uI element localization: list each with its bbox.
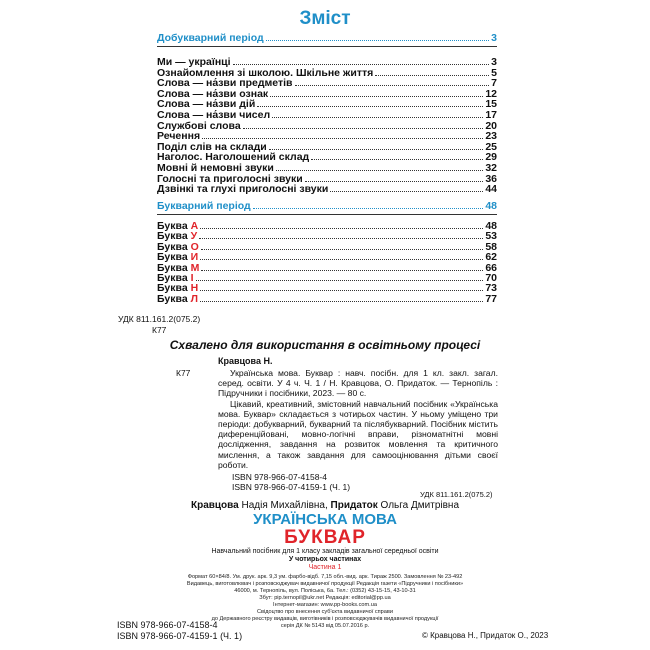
toc-title: Зміст (299, 8, 351, 29)
toc-page-number: 36 (485, 172, 497, 185)
toc-page-number: 25 (485, 140, 497, 153)
fine-print-line: серія ДК № 5143 від 05.07.2016 р. (280, 623, 370, 629)
letter-glyph: А (190, 220, 199, 232)
toc-row-label: Дзвінкі та глухі приголосні звуки (157, 183, 329, 196)
toc-row-label: Речення (157, 130, 201, 143)
toc-letter-row (157, 293, 497, 305)
toc-page-number: 48 (485, 200, 497, 212)
toc-row (157, 183, 497, 195)
toc-page-number: 12 (485, 87, 497, 100)
leader-dots (200, 301, 483, 302)
leader-dots (201, 270, 483, 271)
letter-word: Буква (157, 261, 188, 274)
book-title: БУКВАР (284, 527, 366, 548)
toc-period-label: Букварний період (157, 200, 251, 212)
letter-glyph: У (190, 230, 198, 243)
toc-page-number: 48 (485, 220, 497, 232)
toc-row-label: Ознайомлення зі школою. Шкільне життя (157, 66, 374, 79)
toc-page-number: 62 (485, 251, 497, 264)
toc-page-number: 73 (485, 282, 497, 295)
leader-dots (199, 238, 483, 239)
toc-page-number: 32 (485, 162, 497, 174)
letter-glyph: М (190, 261, 200, 274)
toc-row-label: Голосні та приголосні звуки (157, 172, 303, 185)
toc-page-number: 7 (491, 77, 497, 90)
toc-page-number: 3 (491, 32, 497, 44)
author-name: Ольга Дмитрівна (377, 500, 460, 511)
letter-word: Буква (157, 240, 188, 253)
toc-row-label: Поділ слів на склади (157, 140, 267, 153)
toc-row-label: Слова — на́зви дій (157, 98, 256, 111)
toc-row-label: Службові слова (157, 119, 241, 132)
letter-word: Буква (157, 282, 188, 295)
toc-period-label: Добукварний період (157, 32, 264, 44)
toc-page-number: 20 (485, 119, 497, 132)
leader-dots (295, 85, 490, 86)
leader-dots (243, 128, 484, 129)
toc-page-number: 15 (485, 98, 497, 111)
toc-page-number: 29 (485, 151, 497, 164)
k77-mark: К77 (152, 325, 167, 335)
leader-dots (311, 159, 483, 160)
publisher-fine-print (0, 574, 650, 630)
leader-dots (233, 64, 490, 65)
leader-dots (269, 149, 484, 150)
toc-page-number: 70 (485, 272, 497, 284)
letter-word: Буква (157, 230, 188, 243)
toc-row-label: Мовні й немовні звуки (157, 162, 274, 174)
k77-code: К77 (176, 368, 191, 378)
leader-dots (201, 249, 484, 250)
toc-row-label: Ми — українці (157, 56, 231, 68)
letter-glyph: И (190, 251, 199, 264)
fine-print-line: Формат 60×84/8. Ум. друк. арк. 9,3 ум. фарбо-відб. 7,15 обл.-вид. арк. Тираж 2500. Замовлення № 23-492 (187, 574, 463, 580)
toc-page-number: 5 (491, 66, 497, 79)
fine-print-line: Видавець, виготовлювач і розповсюджувач видавничої продукції Редакція газети «Підручники і посібники» (186, 581, 464, 587)
author-surname: Кравцова (190, 500, 239, 511)
author-surname: Придаток (330, 500, 378, 511)
letter-glyph: Н (190, 282, 199, 295)
toc-row-label (157, 293, 198, 305)
isbn-bottom-2: ISBN 978-966-07-4159-1 (Ч. 1) (117, 631, 243, 641)
book-description: Навчальний посібник для 1 класу закладів загальної середньої освіти (211, 548, 439, 555)
biblio-line: Українська мова. Буквар : навч. посібн. для 1 кл. закл. загал. серед. освіти. У 4 ч. Ч. 1 / Н. Кравцова, О. Придаток. — Тернопіль : Підручники і посібники, 2023. — 80 с. (218, 368, 498, 399)
author-heading: Кравцова Н. (218, 356, 273, 366)
leader-dots (305, 181, 484, 182)
leader-dots (272, 117, 483, 118)
toc-row-label: Слова — на́зви ознак (157, 87, 269, 100)
toc-page-number: 66 (485, 261, 497, 274)
letter-word: Буква (157, 292, 188, 305)
bibliographic-description (218, 368, 498, 470)
fine-print-line: до Державного реєстру видавців, виготівників і розповсюджувачів видавничої продукції (211, 616, 439, 622)
letter-glyph: Л (190, 292, 198, 305)
toc-page-number: 77 (485, 292, 497, 305)
letter-word: Буква (157, 220, 188, 232)
leader-dots (270, 96, 483, 97)
leader-dots (276, 170, 483, 171)
leader-dots (375, 75, 489, 76)
leader-dots (202, 138, 483, 139)
leader-dots (266, 40, 490, 41)
biblio-annotation: Цікавий, креативний, змістовний навчальний посібник «Українська мова. Буквар» складається з чотирьох частин. У ньому умiщено три періоди: добукварний, букварний та післябукварний. Посібник містить диференційовані, мовно-логічні вправи, різноматнітні мовні дослідження, завдання на розвиток мовлення та критичного мислення, а також завдання для самооцінювання дітьми своєї роботи. (218, 398, 498, 470)
toc-page-number: 53 (485, 230, 497, 243)
leader-dots (330, 191, 483, 192)
leader-dots (196, 280, 484, 281)
letter-word: Буква (157, 272, 188, 284)
letter-glyph: І (190, 272, 194, 284)
subject-title: УКРАЇНСЬКА МОВА (253, 511, 397, 528)
toc-row-label: Наголос. Наголошений склад (157, 151, 310, 164)
udk-code-right: УДК 811.161.2(075.2) (420, 490, 493, 499)
isbn-inner-2: ISBN 978-966-07-4159-1 (Ч. 1) (232, 482, 351, 492)
leader-dots (200, 228, 483, 229)
fine-print-line: Свідоцтво про внесення суб'єкта видавничої справи (256, 609, 393, 615)
isbn-inner-1: ISBN 978-966-07-4158-4 (232, 472, 327, 482)
toc-period-bukvar (157, 200, 497, 212)
toc-row-label: Слова — на́зви чисел (157, 109, 271, 121)
leader-dots (253, 208, 484, 209)
approval-statement: Схвалено для використання в освітньому процесі (169, 338, 481, 352)
toc-row-label: Слова — на́зви предметів (157, 77, 293, 90)
book-part: Частина 1 (308, 564, 342, 571)
author-name: Надія Михайлівна, (238, 500, 331, 511)
isbn-bottom-1: ISBN 978-966-07-4158-4 (117, 620, 218, 630)
leader-dots (200, 259, 483, 260)
leader-dots (257, 106, 483, 107)
toc-page-number: 17 (485, 109, 497, 121)
toc-page-number: 58 (485, 240, 497, 253)
fine-print-line: Інтернет-магазин: www.pp-books.com.ua (273, 602, 377, 608)
toc-divider (157, 46, 497, 47)
authors-line (0, 500, 650, 511)
toc-page-number: 3 (491, 56, 497, 68)
fine-print-line: Збут: pip.ternopil@ukr.net Редакція: editorial@pp.ua (259, 595, 391, 601)
fine-print-line: 46000, м. Тернопіль, вул. Поліська, 6а. Тел.: (0352) 43-15-15, 43-10-31 (234, 588, 416, 594)
toc-page-number: 44 (485, 183, 497, 196)
letter-glyph: О (190, 240, 199, 253)
toc-page-number: 23 (485, 130, 497, 143)
leader-dots (200, 290, 483, 291)
copyright: © Кравцова Н., Придаток О., 2023 (422, 631, 549, 640)
letter-word: Буква (157, 251, 188, 264)
toc-period-prebukvar (157, 32, 497, 44)
udk-code: УДК 811.161.2(075.2) (118, 314, 201, 324)
toc-divider (157, 214, 497, 215)
book-parts: У чотирьох частинах (288, 556, 362, 563)
